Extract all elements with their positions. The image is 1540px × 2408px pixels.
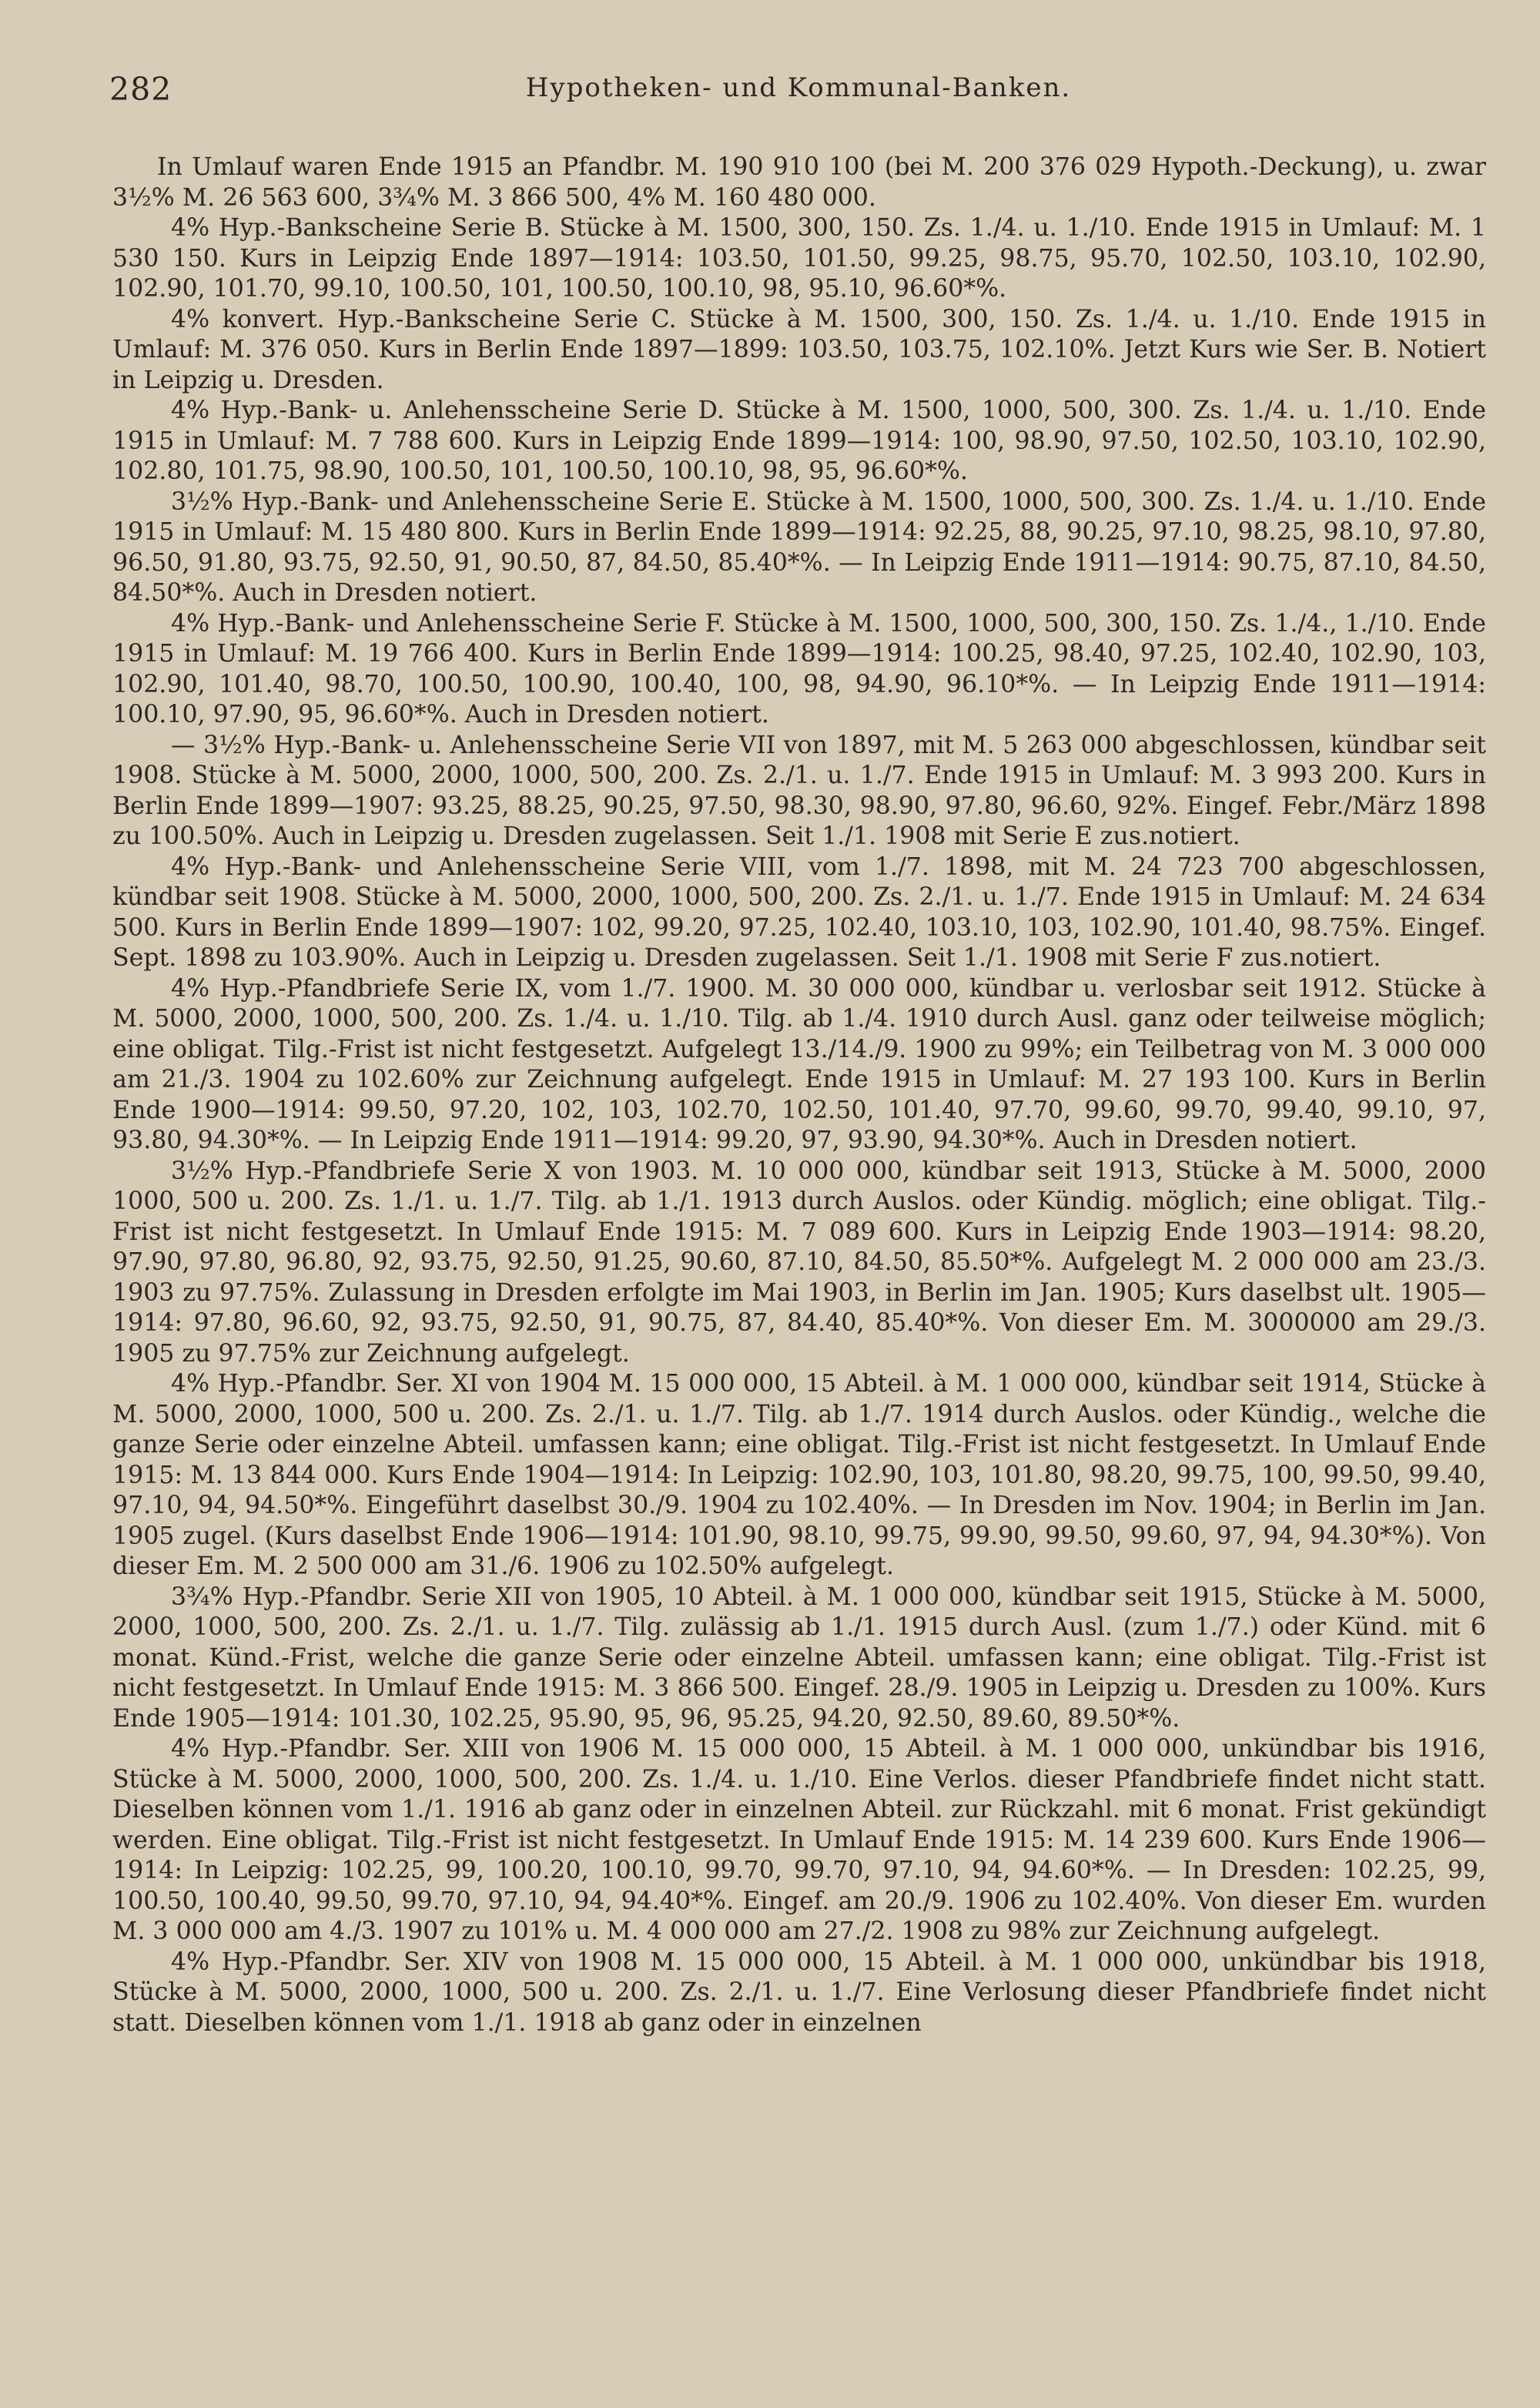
page-number: 282 [109,71,172,108]
paragraph-serie-xi: 4% Hyp.-Pfandbr. Ser. XI von 1904 M. 15 000 000, 15 Abteil. à M. 1 000 000, kündbar seit 1914, Stücke à M. 5000, 2000, 1000, 500 u. 200. Zs. 2./1. u. 1./7. Tilg. ab 1./7. 1914 durch Auslos. oder Kündig., welche die ganze Serie oder einzelne Abteil. umfassen kann; eine obligat. Tilg.-Frist ist nicht festgesetzt. In Umlauf Ende 1915: M. 13 844 000. Kurs Ende 1904—1914: In Leipzig: 102.90, 103, 101.80, 98.20, 99.75, 100, 99.50, 99.40, 97.10, 94, 94.50*%. Eingeführt daselbst 30./9. 1904 zu 102.40%. — In Dresden im Nov. 1904; in Berlin im Jan. 1905 zugel. (Kurs daselbst Ende 1906—1914: 101.90, 98.10, 99.75, 99.90, 99.50, 99.60, 97, 94, 94.30*%). Von dieser Em. M. 2 500 000 am 31./6. 1906 zu 102.50% aufgelegt. [112,1370,1486,1580]
paragraph-serie-vii: — 3½% Hyp.-Bank- u. Anlehensscheine Serie VII von 1897, mit M. 5 263 000 abgeschlossen, kündbar seit 1908. Stücke à M. 5000, 2000, 1000, 500, 200. Zs. 2./1. u. 1./7. Ende 1915 in Umlauf: M. 3 993 200. Kurs in Berlin Ende 1899—1907: 93.25, 88.25, 90.25, 97.50, 98.30, 98.90, 97.80, 96.60, 92%. Eingef. Febr./März 1898 zu 100.50%. Auch in Leipzig u. Dresden zugelassen. Seit 1./1. 1908 mit Serie E zus.notiert. [112,731,1486,850]
paragraph-serie-d: 4% Hyp.-Bank- u. Anlehensscheine Serie D. Stücke à M. 1500, 1000, 500, 300. Zs. 1./4. u. 1./10. Ende 1915 in Umlauf: M. 7 788 600. Kurs in Leipzig Ende 1899—1914: 100, 98.90, 97.50, 102.50, 103.10, 102.90, 102.80, 101.75, 98.90, 100.50, 101, 100.50, 100.10, 98, 95, 96.60*%. [112,397,1486,485]
paragraph-serie-b: 4% Hyp.-Bankscheine Serie B. Stücke à M. 1500, 300, 150. Zs. 1./4. u. 1./10. Ende 1915 in Umlauf: M. 1 530 150. Kurs in Leipzig Ende 1897—1914: 103.50, 101.50, 99.25, 98.75, 95.70, 102.50, 103.10, 102.90, 102.90, 101.70, 99.10, 100.50, 101, 100.50, 100.10, 98, 95.10, 96.60*%. [112,214,1486,303]
paragraph-circulation-1915: In Umlauf waren Ende 1915 an Pfandbr. M. 190 910 100 (bei M. 200 376 029 Hypoth.-Deckung), u. zwar 3½% M. 26 563 600, 3¾% M. 3 866 500, 4% M. 160 480 000. [112,153,1486,212]
page-body [112,152,1486,2386]
paragraph-serie-ix: 4% Hyp.-Pfandbriefe Serie IX, vom 1./7. 1900. M. 30 000 000, kündbar u. verlosbar seit 1912. Stücke à M. 5000, 2000, 1000, 500, 200. Zs. 1./4. u. 1./10. Tilg. ab 1./4. 1910 durch Ausl. ganz oder teilweise möglich; eine obligat. Tilg.-Frist ist nicht festgesetzt. Aufgelegt 13./14./9. 1900 zu 99%; ein Teilbetrag von M. 3 000 000 am 21./3. 1904 zu 102.60% zur Zeichnung aufgelegt. Ende 1915 in Umlauf: M. 27 193 100. Kurs in Berlin Ende 1900—1914: 99.50, 97.20, 102, 103, 102.70, 102.50, 101.40, 97.70, 99.60, 99.70, 99.40, 99.10, 97, 93.80, 94.30*%. — In Leipzig Ende 1911—1914: 99.20, 97, 93.90, 94.30*%. Auch in Dresden notiert. [112,974,1486,1154]
paragraph-serie-xiii: 4% Hyp.-Pfandbr. Ser. XIII von 1906 M. 15 000 000, 15 Abteil. à M. 1 000 000, unkündbar bis 1916, Stücke à M. 5000, 2000, 1000, 500, 200. Zs. 1./4. u. 1./10. Eine Verlos. dieser Pfandbriefe findet nicht statt. Dieselben können vom 1./1. 1916 ab ganz oder in einzelnen Abteil. zur Rückzahl. mit 6 monat. Frist gekündigt werden. Eine obligat. Tilg.-Frist ist nicht festgesetzt. In Umlauf Ende 1915: M. 14 239 600. Kurs Ende 1906—1914: In Leipzig: 102.25, 99, 100.20, 100.10, 99.70, 99.70, 97.10, 94, 94.60*%. — In Dresden: 102.25, 99, 100.50, 100.40, 99.50, 99.70, 97.10, 94, 94.40*%. Eingef. am 20./9. 1906 zu 102.40%. Von dieser Em. wurden M. 3 000 000 am 4./3. 1907 zu 101% u. M. 4 000 000 am 27./2. 1908 zu 98% zur Zeichnung aufgelegt. [112,1735,1486,1945]
page-header [109,71,1488,117]
paragraph-serie-c: 4% konvert. Hyp.-Bankscheine Serie C. Stücke à M. 1500, 300, 150. Zs. 1./4. u. 1./10. Ende 1915 in Umlauf: M. 376 050. Kurs in Berlin Ende 1897—1899: 103.50, 103.75, 102.10%. Jetzt Kurs wie Ser. B. Notiert in Leipzig u. Dresden. [112,305,1486,394]
paragraph-serie-viii: 4% Hyp.-Bank- und Anlehensscheine Serie VIII, vom 1./7. 1898, mit M. 24 723 700 abgeschlossen, kündbar seit 1908. Stücke à M. 5000, 2000, 1000, 500, 200. Zs. 2./1. u. 1./7. Ende 1915 in Umlauf: M. 24 634 500. Kurs in Berlin Ende 1899—1907: 102, 99.20, 97.25, 102.40, 103.10, 103, 102.90, 101.40, 98.75%. Eingef. Sept. 1898 zu 103.90%. Auch in Leipzig u. Dresden zugelassen. Seit 1./1. 1908 mit Serie F zus.notiert. [112,852,1486,972]
paragraph-serie-e: 3½% Hyp.-Bank- und Anlehensscheine Serie E. Stücke à M. 1500, 1000, 500, 300. Zs. 1./4. u. 1./10. Ende 1915 in Umlauf: M. 15 480 800. Kurs in Berlin Ende 1899—1914: 92.25, 88, 90.25, 97.10, 98.25, 98.10, 97.80, 96.50, 91.80, 93.75, 92.50, 91, 90.50, 87, 84.50, 85.40*%. — In Leipzig Ende 1911—1914: 90.75, 87.10, 84.50, 84.50*%. Auch in Dresden notiert. [112,487,1486,607]
paragraph-serie-x: 3½% Hyp.-Pfandbriefe Serie X von 1903. M. 10 000 000, kündbar seit 1913, Stücke à M. 5000, 2000 1000, 500 u. 200. Zs. 1./1. u. 1./7. Tilg. ab 1./1. 1913 durch Auslos. oder Kündig. möglich; eine obligat. Tilg.-Frist ist nicht festgesetzt. In Umlauf Ende 1915: M. 7 089 600. Kurs in Leipzig Ende 1903—1914: 98.20, 97.90, 97.80, 96.80, 92, 93.75, 92.50, 91.25, 90.60, 87.10, 84.50, 85.50*%. Aufgelegt M. 2 000 000 am 23./3. 1903 zu 97.75%. Zulassung in Dresden erfolgte im Mai 1903, in Berlin im Jan. 1905; Kurs daselbst ult. 1905—1914: 97.80, 96.60, 92, 93.75, 92.50, 91, 90.75, 87, 84.40, 85.40*%. Von dieser Em. M. 3000000 am 29./3. 1905 zu 97.75% zur Zeichnung aufgelegt. [112,1157,1486,1368]
paragraph-serie-f: 4% Hyp.-Bank- und Anlehensscheine Serie F. Stücke à M. 1500, 1000, 500, 300, 150. Zs. 1./4., 1./10. Ende 1915 in Umlauf: M. 19 766 400. Kurs in Berlin Ende 1899—1914: 100.25, 98.40, 97.25, 102.40, 102.90, 103, 102.90, 101.40, 98.70, 100.50, 100.90, 100.40, 100, 98, 94.90, 96.10*%. — In Leipzig Ende 1911—1914: 100.10, 97.90, 95, 96.60*%. Auch in Dresden notiert. [112,609,1486,728]
paragraph-serie-xii: 3¾% Hyp.-Pfandbr. Serie XII von 1905, 10 Abteil. à M. 1 000 000, kündbar seit 1915, Stücke à M. 5000, 2000, 1000, 500, 200. Zs. 2./1. u. 1./7. Tilg. zulässig ab 1./1. 1915 durch Ausl. (zum 1./7.) oder Künd. mit 6 monat. Künd.-Frist, welche die ganze Serie oder einzelne Abteil. umfassen kann; eine obligat. Tilg.-Frist ist nicht festgesetzt. In Umlauf Ende 1915: M. 3 866 500. Eingef. 28./9. 1905 in Leipzig u. Dresden zu 100%. Kurs Ende 1905—1914: 101.30, 102.25, 95.90, 95, 96, 95.25, 94.20, 92.50, 89.60, 89.50*%. [112,1582,1486,1733]
paragraph-serie-xiv: 4% Hyp.-Pfandbr. Ser. XIV von 1908 M. 15 000 000, 15 Abteil. à M. 1 000 000, unkündbar bis 1918, Stücke à M. 5000, 2000, 1000, 500 u. 200. Zs. 2./1. u. 1./7. Eine Verlosung dieser Pfandbriefe findet nicht statt. Dieselben können vom 1./1. 1918 ab ganz oder in einzelnen [112,1947,1486,2037]
running-title: Hypotheken- und Kommunal-Banken. [525,72,1072,103]
